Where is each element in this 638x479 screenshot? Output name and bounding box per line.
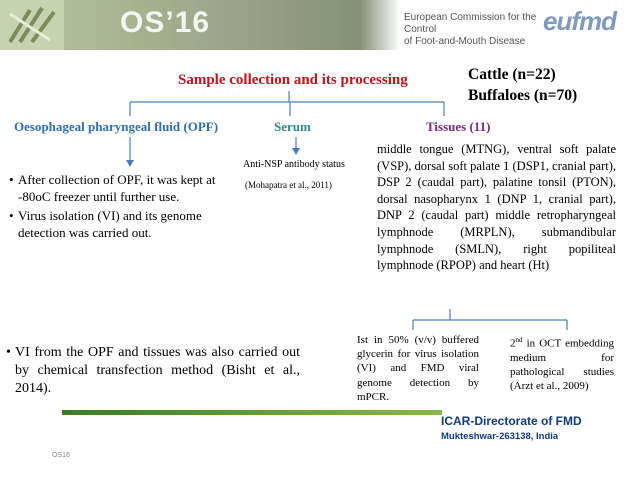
animal-counts [468, 64, 577, 106]
serum-citation: (Mohapatra et al., 2011) [245, 180, 332, 190]
list-item: • Virus isolation (VI) and its genome detection was carried out. [9, 208, 202, 240]
cattle-count: Cattle (n=22) [468, 66, 556, 83]
list-item: • After collection of OPF, it was kept at -80oC freezer until further use. [9, 172, 216, 204]
buffalo-count: Buffaloes (n=70) [468, 87, 578, 104]
institute-name: ICAR-Directorate of FMD [441, 414, 582, 428]
storage-note-oct: 2nd in OCT embedding medium for pathological studies (Arzt et al., 2009) [510, 336, 614, 393]
footer-divider [62, 410, 442, 415]
storage-note-glycerin: Ist in 50% (v/v) buffered glycerin for virus isolation (VI) and FMD viral genome detection by mPCR. [357, 334, 479, 403]
branch-tissues: Tissues (11) [426, 119, 491, 134]
branch-serum: Serum [274, 119, 311, 134]
opf-bullets [9, 172, 239, 244]
branch-opf: Oesophageal pharyngeal fluid (OPF) [14, 119, 219, 134]
event-title: OS’16 [120, 6, 211, 39]
tissue-list: middle tongue (MTNG), ventral soft palate (VSP), dorsal soft palate 1 (DSP1, cranial part), DSP 2 (caudal part), palatine tonsil (PTON), dorsal nasopharynx 1 (DNP 1, cranial part), DNP 2 (caudal part) middle retropharyngeal lymphnode (MRPLN), submandibular lymphnode (SMLN), right popiliteal lymphnode (RPOP) and heart (Ht) [377, 142, 616, 273]
serum-test: Anti-NSP antibody status [243, 159, 345, 170]
organization-name: European Commission for the Control of Foot-and-Mouth Disease [404, 12, 537, 47]
institute-address: Mukteshwar-263138, India [441, 431, 559, 442]
vi-bullet: • VI from the OPF and tissues was also carried out by chemical transfection method (Bisht et al., 2014). [6, 345, 300, 396]
slide-title: Sample collection and its processing [178, 72, 408, 88]
eufmd-logo-icon: eufmd [543, 6, 616, 36]
slide-tag: OS16 [52, 452, 70, 459]
